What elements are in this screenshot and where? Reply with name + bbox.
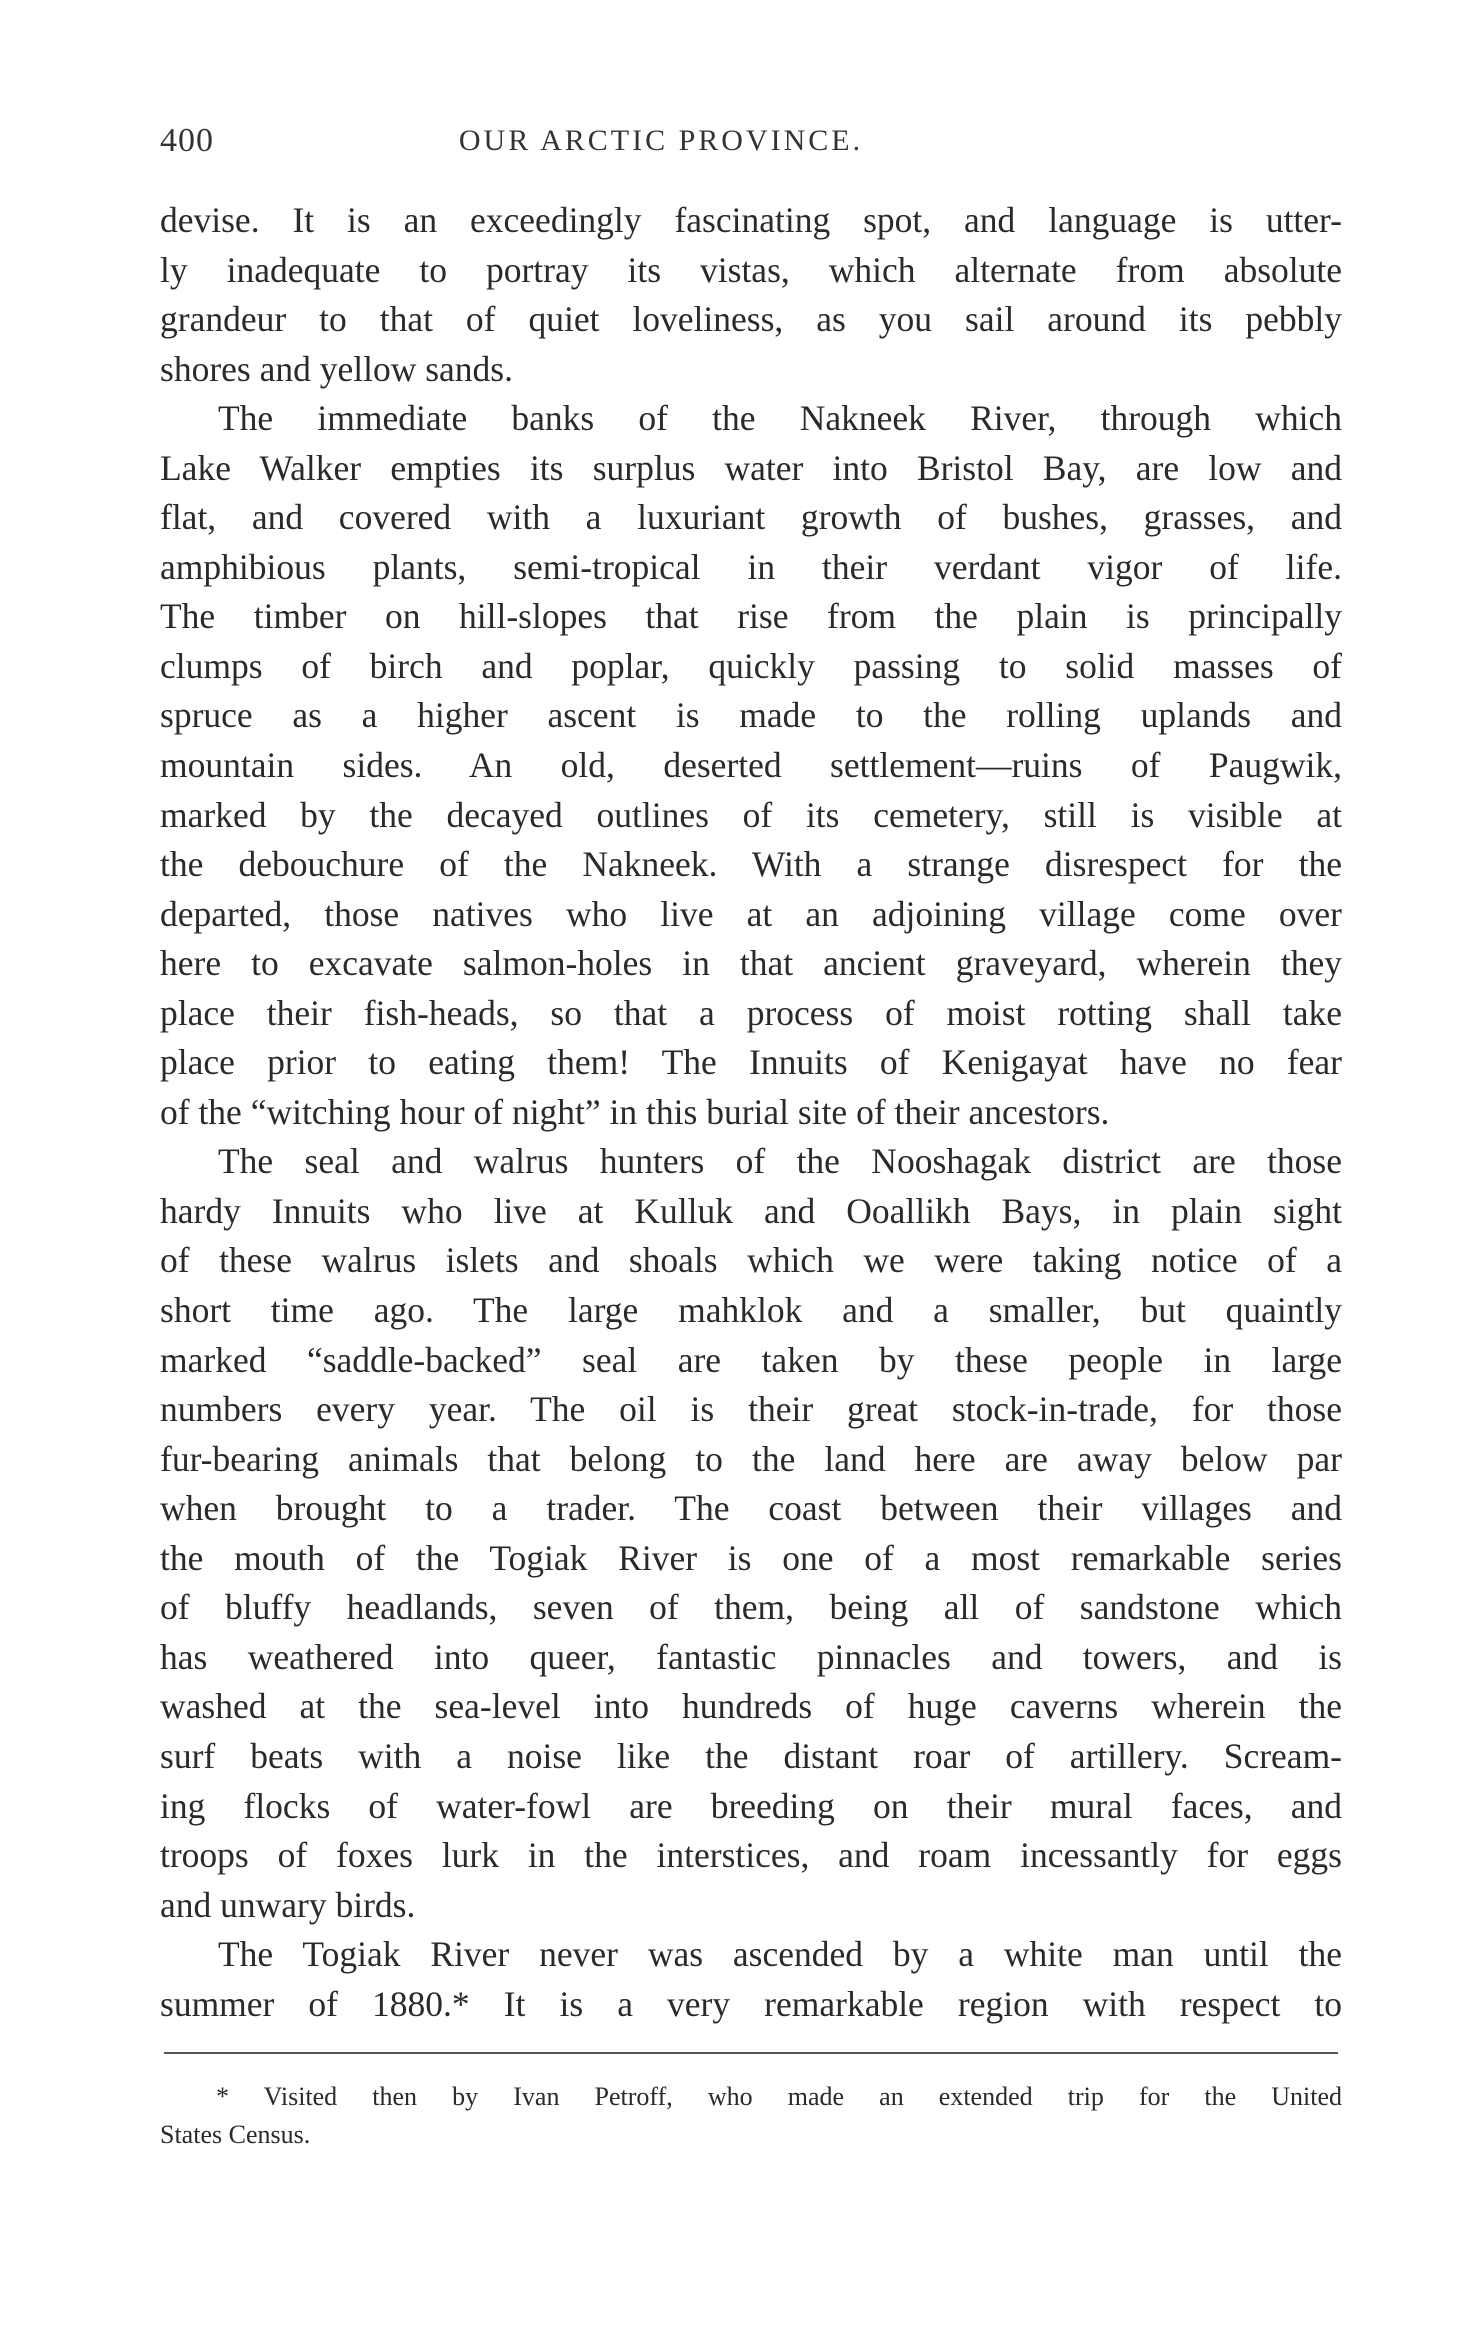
text-line: place prior to eating them! The Innuits of Kenigayat have no fear: [160, 1042, 1342, 1083]
text-line: numbers every year. The oil is their great stock-in-trade, for those: [160, 1389, 1342, 1430]
text-line: surf beats with a noise like the distant roar of artillery. Scream-: [160, 1735, 1342, 1776]
text-line: The seal and walrus hunters of the Nooshagak district are those: [218, 1141, 1342, 1182]
text-line: The timber on hill-slopes that rise from the plain is principally: [160, 596, 1342, 637]
footnote-line: States Census.: [160, 2120, 311, 2149]
text-line: hardy Innuits who live at Kulluk and Ooallikh Bays, in plain sight: [160, 1190, 1342, 1231]
text-line: ing flocks of water-fowl are breeding on their mural faces, and: [160, 1785, 1342, 1826]
text-line: devise. It is an exceedingly fascinating spot, and language is utter-: [160, 200, 1342, 240]
text-line: of bluffy headlands, seven of them, being all of sandstone which: [160, 1587, 1342, 1628]
text-line: place their fish-heads, so that a process of moist rotting shall take: [160, 992, 1342, 1033]
footnote: [160, 2078, 1342, 2154]
text-line: amphibious plants, semi-tropical in their verdant vigor of life.: [160, 546, 1342, 587]
text-line: mountain sides. An old, deserted settlement—ruins of Paugwik,: [160, 745, 1342, 786]
text-line: the mouth of the Togiak River is one of a most remarkable series: [160, 1537, 1342, 1578]
text-line: departed, those natives who live at an adjoining village come over: [160, 893, 1342, 934]
text-line: short time ago. The large mahklok and a smaller, but quaintly: [160, 1290, 1342, 1331]
text-line: flat, and covered with a luxuriant growth of bushes, grasses, and: [160, 497, 1342, 538]
text-line: The Togiak River never was ascended by a white man until the: [218, 1934, 1342, 1975]
text-line: shores and yellow sands.: [160, 348, 513, 389]
text-line: The immediate banks of the Nakneek River, through which: [218, 398, 1342, 439]
text-line: ly inadequate to portray its vistas, which alternate from absolute: [160, 249, 1342, 290]
text-line: washed at the sea-level into hundreds of huge caverns wherein the: [160, 1686, 1342, 1727]
text-line: has weathered into queer, fantastic pinnacles and towers, and is: [160, 1636, 1342, 1677]
footnote-divider: [164, 2052, 1338, 2054]
text-line: the debouchure of the Nakneek. With a strange disrespect for the: [160, 844, 1342, 885]
text-line: of these walrus islets and shoals which we were taking notice of a: [160, 1240, 1342, 1281]
footnote-line: * Visited then by Ivan Petroff, who made an extended trip for the United: [216, 2082, 1342, 2111]
text-line: summer of 1880.* It is a very remarkable region with respect to: [160, 1983, 1342, 2024]
text-line: clumps of birch and poplar, quickly passing to solid masses of: [160, 645, 1342, 686]
text-line: troops of foxes lurk in the interstices, and roam incessantly for eggs: [160, 1835, 1342, 1876]
text-line: when brought to a trader. The coast between their villages and: [160, 1488, 1342, 1529]
page-number: 400: [160, 122, 214, 159]
text-line: grandeur to that of quiet loveliness, as you sail around its pebbly: [160, 299, 1342, 340]
text-line: fur-bearing animals that belong to the land here are away below par: [160, 1438, 1342, 1479]
running-head: [160, 116, 1342, 166]
running-title: OUR ARCTIC PROVINCE.: [458, 124, 864, 157]
text-line: marked “saddle-backed” seal are taken by these people in large: [160, 1339, 1342, 1380]
text-line: here to excavate salmon-holes in that ancient graveyard, wherein they: [160, 943, 1342, 984]
text-line: spruce as a higher ascent is made to the rolling uplands and: [160, 695, 1342, 736]
text-line: Lake Walker empties its surplus water into Bristol Bay, are low and: [160, 447, 1342, 488]
body-text: [160, 196, 1342, 2029]
text-line: of the “witching hour of night” in this burial site of their ancestors.: [160, 1091, 1110, 1132]
text-line: marked by the decayed outlines of its cemetery, still is visible at: [160, 794, 1342, 835]
text-line: and unwary birds.: [160, 1884, 416, 1925]
